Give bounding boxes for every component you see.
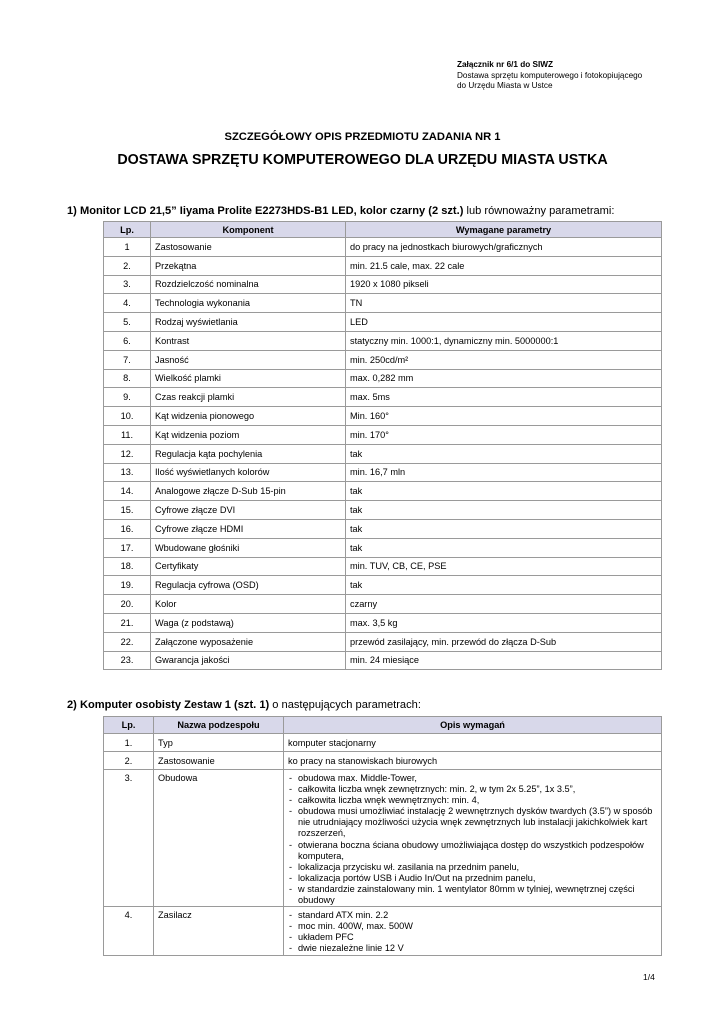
lp-cell: 7. — [104, 350, 151, 369]
column-header: Wymagane parametry — [346, 222, 662, 238]
component-cell: Regulacja cyfrowa (OSD) — [151, 576, 346, 595]
lp-cell: 8. — [104, 369, 151, 388]
component-name-cell: Typ — [154, 734, 284, 752]
table-row — [104, 482, 662, 501]
requirements-list — [288, 910, 657, 954]
lp-cell: 22. — [104, 632, 151, 651]
table-row — [104, 613, 662, 632]
parameter-cell: LED — [346, 313, 662, 332]
page-number: 1/4 — [643, 972, 655, 982]
section-2-heading — [67, 699, 421, 711]
computer-spec-table — [103, 716, 662, 956]
component-cell: Technologia wykonania — [151, 294, 346, 313]
lp-cell: 9. — [104, 388, 151, 407]
list-item: - układem PFC — [288, 932, 657, 943]
parameter-cell: min. TUV, CB, CE, PSE — [346, 557, 662, 576]
lp-cell: 17. — [104, 538, 151, 557]
section-1-heading-rest: lub równoważny parametrami: — [463, 205, 615, 217]
parameter-cell: min. 24 miesiące — [346, 651, 662, 670]
lp-cell: 5. — [104, 313, 151, 332]
table-row — [104, 907, 662, 955]
list-item: - obudowa max. Middle-Tower, — [288, 773, 657, 784]
table-row — [104, 369, 662, 388]
table-row — [104, 444, 662, 463]
parameter-cell: tak — [346, 444, 662, 463]
table-row — [104, 256, 662, 275]
column-header: Lp. — [104, 717, 154, 734]
component-cell: Rozdzielczość nominalna — [151, 275, 346, 294]
lp-cell: 2. — [104, 752, 154, 770]
lp-cell: 4. — [104, 294, 151, 313]
component-cell: Kąt widzenia poziom — [151, 425, 346, 444]
list-item: - otwierana boczna ściana obudowy umożliwiająca dostęp do wszystkich podzespołów komputera, — [288, 840, 657, 862]
requirements-cell: ko pracy na stanowiskach biurowych — [284, 752, 662, 770]
annex-line-3: do Urzędu Miasta w Ustce — [457, 81, 553, 90]
list-item: - lokalizacja przycisku wł. zasilania na przednim panelu, — [288, 862, 657, 873]
table-row — [104, 294, 662, 313]
list-item: - standard ATX min. 2.2 — [288, 910, 657, 921]
component-cell: Waga (z podstawą) — [151, 613, 346, 632]
component-cell: Cyfrowe złącze HDMI — [151, 519, 346, 538]
lp-cell: 13. — [104, 463, 151, 482]
monitor-spec-table — [103, 221, 662, 670]
component-cell: Kąt widzenia pionowego — [151, 407, 346, 426]
table-header-row — [104, 717, 662, 734]
list-item: - całkowita liczba wnęk zewnętrznych: min. 2, w tym 2x 5.25”, 1x 3.5”, — [288, 784, 657, 795]
parameter-cell: przewód zasilający, min. przewód do złącza D-Sub — [346, 632, 662, 651]
component-cell: Regulacja kąta pochylenia — [151, 444, 346, 463]
parameter-cell: Min. 160° — [346, 407, 662, 426]
component-cell: Rodzaj wyświetlania — [151, 313, 346, 332]
parameter-cell: tak — [346, 482, 662, 501]
parameter-cell: min. 170° — [346, 425, 662, 444]
section-2-heading-bold: 2) Komputer osobisty Zestaw 1 (szt. 1) — [67, 699, 270, 711]
section-1-heading-bold: 1) Monitor LCD 21,5” Iiyama Prolite E2273HDS-B1 LED, kolor czarny (2 szt.) — [67, 205, 464, 217]
table-row — [104, 238, 662, 257]
parameter-cell: tak — [346, 576, 662, 595]
lp-cell: 2. — [104, 256, 151, 275]
table-row — [104, 463, 662, 482]
section-2-heading-rest: o następujących parametrach: — [269, 699, 421, 711]
list-item: - dwie niezależne linie 12 V — [288, 943, 657, 954]
lp-cell: 18. — [104, 557, 151, 576]
table-row — [104, 350, 662, 369]
document-subtitle: SZCZEGÓŁOWY OPIS PRZEDMIOTU ZADANIA NR 1 — [224, 131, 501, 143]
component-cell: Wielkość plamki — [151, 369, 346, 388]
table-row — [104, 275, 662, 294]
table-row — [104, 770, 662, 907]
table-row — [104, 501, 662, 520]
lp-cell: 16. — [104, 519, 151, 538]
list-item: - całkowita liczba wnęk wewnętrznych: min. 4, — [288, 795, 657, 806]
requirements-cell — [284, 770, 662, 907]
lp-cell: 4. — [104, 907, 154, 955]
lp-cell: 21. — [104, 613, 151, 632]
parameter-cell: 1920 x 1080 pikseli — [346, 275, 662, 294]
requirements-cell — [284, 907, 662, 955]
component-cell: Czas reakcji plamki — [151, 388, 346, 407]
table-row — [104, 651, 662, 670]
section-1-heading — [67, 205, 614, 217]
list-item: - w standardzie zainstalowany min. 1 wentylator 80mm w tylniej, wewnętrznej części obudowy — [288, 884, 657, 906]
list-item: - moc min. 400W, max. 500W — [288, 921, 657, 932]
list-item: - lokalizacja portów USB i Audio In/Out na przednim panelu, — [288, 873, 657, 884]
lp-cell: 11. — [104, 425, 151, 444]
lp-cell: 12. — [104, 444, 151, 463]
component-name-cell: Zasilacz — [154, 907, 284, 955]
component-cell: Gwarancja jakości — [151, 651, 346, 670]
table-row — [104, 752, 662, 770]
document-title: DOSTAWA SPRZĘTU KOMPUTEROWEGO DLA URZĘDU MIASTA USTKA — [117, 152, 608, 168]
component-cell: Ilość wyświetlanych kolorów — [151, 463, 346, 482]
component-cell: Jasność — [151, 350, 346, 369]
parameter-cell: TN — [346, 294, 662, 313]
lp-cell: 15. — [104, 501, 151, 520]
component-name-cell: Obudowa — [154, 770, 284, 907]
parameter-cell: tak — [346, 501, 662, 520]
lp-cell: 14. — [104, 482, 151, 501]
parameter-cell: tak — [346, 538, 662, 557]
lp-cell: 1. — [104, 734, 154, 752]
parameter-cell: max. 0,282 mm — [346, 369, 662, 388]
table-row — [104, 313, 662, 332]
parameter-cell: do pracy na jednostkach biurowych/graficznych — [346, 238, 662, 257]
annex-header — [457, 60, 642, 92]
table-row — [104, 632, 662, 651]
table-row — [104, 519, 662, 538]
component-cell: Cyfrowe złącze DVI — [151, 501, 346, 520]
parameter-cell: czarny — [346, 595, 662, 614]
lp-cell: 23. — [104, 651, 151, 670]
table-row — [104, 388, 662, 407]
column-header: Lp. — [104, 222, 151, 238]
component-cell: Certyfikaty — [151, 557, 346, 576]
table-header-row — [104, 222, 662, 238]
parameter-cell: min. 21.5 cale, max. 22 cale — [346, 256, 662, 275]
component-cell: Przekątna — [151, 256, 346, 275]
column-header: Komponent — [151, 222, 346, 238]
table-row — [104, 557, 662, 576]
requirements-cell: komputer stacjonarny — [284, 734, 662, 752]
table-row — [104, 734, 662, 752]
table-row — [104, 595, 662, 614]
table-row — [104, 331, 662, 350]
lp-cell: 1 — [104, 238, 151, 257]
table-row — [104, 425, 662, 444]
parameter-cell: min. 250cd/m² — [346, 350, 662, 369]
annex-line-2: Dostawa sprzętu komputerowego i fotokopiującego — [457, 70, 643, 80]
table-row — [104, 407, 662, 426]
component-cell: Wbudowane głośniki — [151, 538, 346, 557]
lp-cell: 10. — [104, 407, 151, 426]
column-header: Nazwa podzespołu — [154, 717, 284, 734]
table-row — [104, 538, 662, 557]
component-cell: Załączone wyposażenie — [151, 632, 346, 651]
parameter-cell: statyczny min. 1000:1, dynamiczny min. 5000000:1 — [346, 331, 662, 350]
table-row — [104, 576, 662, 595]
lp-cell: 19. — [104, 576, 151, 595]
column-header: Opis wymagań — [284, 717, 662, 734]
parameter-cell: min. 16,7 mln — [346, 463, 662, 482]
parameter-cell: tak — [346, 519, 662, 538]
component-cell: Zastosowanie — [151, 238, 346, 257]
lp-cell: 3. — [104, 275, 151, 294]
component-cell: Kontrast — [151, 331, 346, 350]
component-name-cell: Zastosowanie — [154, 752, 284, 770]
list-item: - obudowa musi umożliwiać instalację 2 wewnętrznych dysków twardych (3.5”) w sposób nie utrudniający możliwości użycia wnęk zewnętrznych lub instalacji jakichkolwiek kart rozszerzeń, — [288, 806, 657, 839]
lp-cell: 20. — [104, 595, 151, 614]
lp-cell: 3. — [104, 770, 154, 907]
component-cell: Analogowe złącze D-Sub 15-pin — [151, 482, 346, 501]
component-cell: Kolor — [151, 595, 346, 614]
annex-title: Załącznik nr 6/1 do SIWZ — [457, 60, 553, 69]
lp-cell: 6. — [104, 331, 151, 350]
requirements-list — [288, 773, 657, 906]
parameter-cell: max. 3,5 kg — [346, 613, 662, 632]
parameter-cell: max. 5ms — [346, 388, 662, 407]
